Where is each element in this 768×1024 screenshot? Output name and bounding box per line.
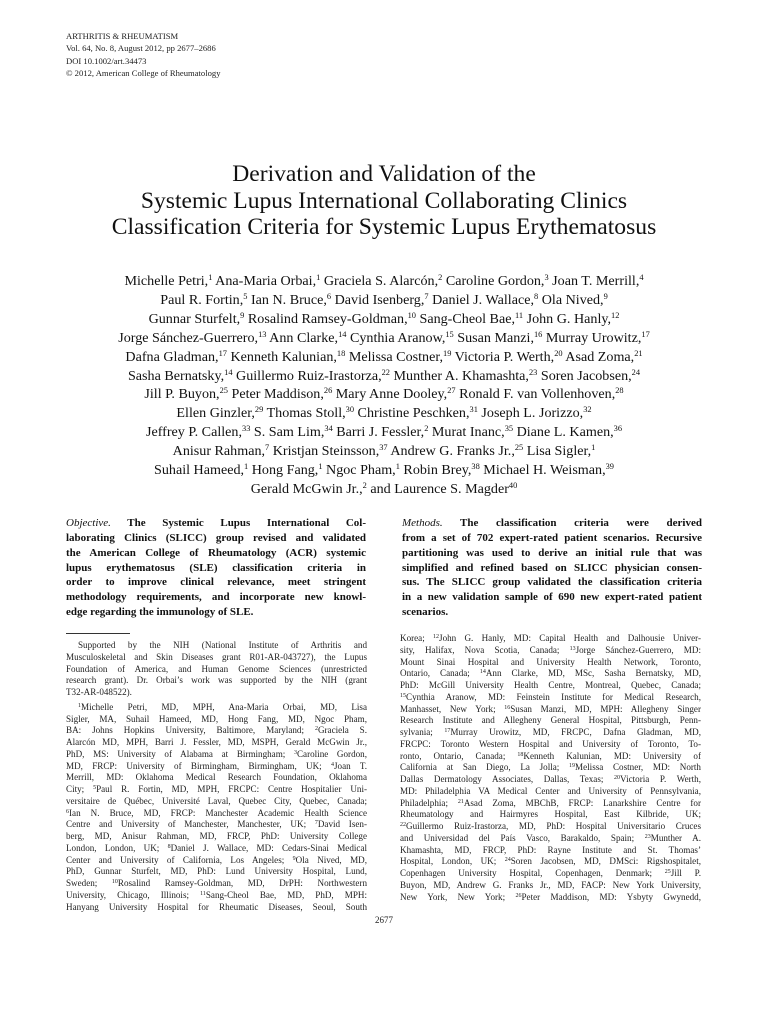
abstract-line: from a set of 702 expert-rated patient scenarios. Recursive (402, 531, 702, 544)
footnote-line: sity, Halifax, Nova Scotia, Canada; $^{13}$Jorge Sánchez-Guerrero, MD: (400, 644, 701, 655)
affiliation-marker: 30 (345, 405, 355, 415)
affiliation-marker: 19 (443, 348, 452, 358)
author-name: Gerald McGwin Jr., (250, 480, 363, 497)
author-name: Thomas Stoll, (263, 405, 346, 422)
footnote-marker: 10 (111, 879, 118, 885)
affiliation-marker: 1 (591, 443, 596, 453)
footnote-line: MD: Philadelphia VA Medical Center and University of Pennsylvania, (400, 785, 701, 796)
abstract-line: laborating Clinics (SLICC) group revised and validated (66, 531, 366, 544)
author-name: Barri J. Fessler, (332, 424, 425, 441)
affiliation-marker: 2 (362, 480, 367, 490)
author-line (0, 291, 768, 310)
footnote-line: Korea; $^{12}$John G. Hanly, MD: Capital Health and Dalhousie Univer- (400, 633, 701, 643)
journal-header (66, 30, 221, 80)
footnote-marker: 21 (457, 798, 464, 805)
abstract-line: The classification criteria were derived (442, 517, 702, 529)
journal-doi: DOI 10.1002/art.34473 (66, 55, 147, 66)
footnote-line: $^6$Ian N. Bruce, MD, FRCP: Manchester Academic Health Science (66, 807, 367, 818)
footnote-line: University, Chicago, Illinois; $^{11}$Sang-Cheol Bae, MD, PhD, MPH: (66, 889, 367, 900)
footnote-line: Dallas Dermatology Associates, Dallas, Texas; $^{20}$Victoria P. Werth, (400, 774, 701, 784)
abstract-line: edge regarding the immunology of SLE. (66, 606, 254, 619)
affiliation-marker: 1 (318, 462, 323, 472)
affiliation-marker: 25 (514, 443, 524, 453)
footnote-line: and Universidad del País Vasco, Barakaldo, Spain; $^{23}$Munther A. (400, 832, 701, 843)
affiliation-marker: 5 (243, 291, 248, 301)
affiliation-marker: 10 (407, 310, 416, 320)
footnote-line: Hospital, London, UK; $^{24}$Soren Jacobsen, MD, DMSci: Rigshospitalet, (400, 856, 701, 867)
author-name: Robin Brey, (399, 462, 472, 479)
abstract-line: order to improve clinical relevance, meet stringent (66, 576, 366, 589)
affiliation-marker: 17 (641, 329, 650, 339)
affiliation-marker: 1 (395, 462, 400, 472)
author-name: Sasha Bernatsky, (127, 367, 225, 384)
footnote-line: Copenhagen University Hospital, Copenhagen, Denmark; $^{25}$Jill P. (400, 868, 701, 878)
footnote-line: Sweden; $^{10}$Rosalind Ramsey-Goldman, MD, DrPH: Northwestern (66, 878, 367, 888)
affiliation-marker: 24 (631, 367, 641, 377)
footnote-line: Centre and University of Manchester, Manchester, UK; $^7$David Isen- (66, 819, 367, 830)
footnote-marker: 13 (569, 645, 576, 652)
author-line (0, 385, 768, 404)
affiliation-marker: 32 (583, 405, 592, 415)
affiliation-marker: 39 (605, 462, 614, 472)
affiliation-marker: 12 (611, 310, 620, 320)
affiliation-marker: 23 (528, 367, 538, 377)
author-name: Ronald F. van Vollenhoven, (455, 386, 616, 403)
footnote-marker: 12 (433, 634, 440, 640)
author-name: Graciela S. Alarcón, (320, 273, 439, 289)
affiliation-marker: 9 (240, 310, 245, 320)
author-name: Peter Maddison, (227, 386, 324, 403)
footnote-line: PhD, MS: University of Alabama at Birmingham; $^3$Caroline Gordon, (66, 748, 367, 759)
footnote-line: Foundation of America, and Human Genome Sciences (unrestricted (66, 663, 367, 674)
footnote-line: research grant). Dr. Orbai’s work was supported by the NIH (grant (66, 675, 367, 686)
footnote-marker: 20 (614, 775, 621, 781)
affiliation-marker: 13 (258, 329, 267, 339)
author-name: Ola Nived, (538, 291, 604, 308)
footnote-line: MD, FRCP: University of Birmingham, Birmingham, UK; $^4$Joan T. (66, 760, 367, 771)
title-line: Derivation and Validation of the (232, 161, 536, 187)
affiliation-marker: 14 (224, 367, 233, 377)
author-line (0, 310, 768, 329)
author-line (0, 348, 768, 367)
footnote-line: California at San Diego, La Jolla; $^{19}$Melissa Costner, MD: North (400, 762, 701, 773)
abstract-line: lupus erythematosus (SLE) classification criteria in (66, 561, 366, 574)
author-line (0, 367, 768, 386)
author-name: Asad Zoma, (562, 348, 635, 365)
author-line (0, 442, 768, 461)
objective-label: Objective. (66, 517, 111, 529)
footnote-line: Research Institute and Allegheny General Hospital, Pittsburgh, Penn- (400, 715, 701, 726)
footnote-line: Mount Sinai Hospital and University Health Network, Toronto, (400, 656, 701, 667)
abstract-line: partitioning was used to derive an initial rule that was (402, 546, 702, 559)
affiliation-marker: 28 (615, 386, 624, 396)
affiliation-marker: 35 (504, 424, 514, 434)
abstract-line: methodology requirements, and incorporate new knowl- (66, 591, 366, 604)
affiliation-marker: 37 (379, 443, 388, 453)
footnote-line: sylvania; $^{17}$Murray Urowitz, MD, FRCPC, Dafna Gladman, MD, (400, 727, 701, 737)
footnote-marker: 15 (400, 692, 406, 699)
affiliation-marker: 38 (471, 462, 480, 472)
affiliation-marker: 6 (326, 291, 332, 301)
author-name: Suhail Hameed, (154, 462, 245, 479)
footnote-marker: 24 (504, 857, 511, 864)
author-name: Ellen Ginzler, (176, 405, 255, 422)
author-line (0, 461, 768, 480)
author-name: Ngoc Pham, (322, 462, 396, 479)
author-name: Dafna Gladman, (125, 348, 219, 365)
affiliation-marker: 20 (554, 348, 563, 358)
title-line: Systemic Lupus International Collaborating Clinics (140, 187, 628, 214)
author-name: Joan T. Merrill, (548, 273, 640, 289)
author-name: Gunnar Sturfelt, (148, 310, 241, 327)
footnote-line: Ontario, Canada; $^{14}$Ann Clarke, MD, MSc, Sasha Bernatsky, MD, (400, 668, 701, 679)
author-name: Diane L. Kamen, (513, 424, 614, 441)
footnote-line: $^{15}$Cynthia Aranow, MD: Feinstein Institute for Medical Research, (400, 691, 701, 702)
footnote-line: berg, MD, Anisur Rahman, MD, FRCP, PhD: University College (66, 831, 367, 841)
footnote-marker: 23 (644, 833, 651, 840)
author-name: Paul R. Fortin, (160, 291, 244, 308)
footnote-line: New York, New York; $^{26}$Peter Maddison, MD: Ysbyty Gwynedd, (400, 891, 701, 902)
affiliation-marker: 3 (544, 273, 549, 282)
footnote-divider (66, 633, 130, 634)
footnote-marker: 14 (479, 669, 486, 676)
affiliation-marker: 4 (639, 273, 644, 282)
abstract-line: simplified and refined based on SLICC physician consen- (402, 561, 702, 574)
footnote-marker: 2 (314, 726, 318, 733)
affiliation-marker: 27 (447, 386, 456, 396)
author-name: Michelle Petri, (124, 273, 209, 289)
author-name: Joseph L. Jorizzo, (477, 405, 584, 422)
article-title (0, 161, 768, 241)
footnote-marker: 16 (504, 704, 511, 711)
footnotes-left-column (66, 640, 367, 913)
footnote-line: London, London, UK; $^8$Daniel J. Wallace, MD: Cedars-Sinai Medical (66, 842, 367, 853)
footnote-marker: 5 (93, 785, 97, 791)
footnote-line: Philadelphia; $^{21}$Asad Zoma, MBChB, FRCP: Lanarkshire Centre for (400, 797, 701, 808)
footnote-line: Alarcón MD, MPH, Barri J. Fessler, MD, MSPH, Gerald McGwin Jr., (66, 737, 367, 747)
author-line (0, 480, 768, 499)
author-line (0, 404, 768, 423)
footnote-marker: 19 (569, 763, 576, 770)
author-name: Kristjan Steinsson, (269, 443, 380, 460)
abstract-methods (402, 516, 702, 620)
author-name: Cynthia Aranow, (346, 329, 446, 346)
footnotes-right-column (400, 633, 701, 903)
footnote-line: Merrill, MD: Oklahoma Medical Research Foundation, Oklahoma (66, 772, 367, 783)
footnote-marker: 6 (66, 808, 69, 815)
affiliation-marker: 9 (603, 291, 608, 301)
footnote-line: $^{22}$Guillermo Ruiz-Irastorza, MD, PhD: Hospital Universitario Cruces (400, 821, 701, 831)
affiliation-marker: 18 (336, 348, 346, 358)
affiliation-marker: 26 (323, 386, 333, 396)
footnote-line: T32-AR-048522). (66, 687, 132, 697)
author-name: Christine Peschken, (354, 405, 470, 422)
footnote-marker: 3 (293, 749, 297, 756)
abstract-objective (66, 516, 366, 620)
author-name: Mary Anne Dooley, (332, 386, 448, 403)
author-line (0, 423, 768, 442)
author-line (0, 329, 768, 348)
author-list (0, 272, 768, 499)
footnote-line: City; $^5$Paul R. Fortin, MD, MPH, FRCPC: Centre Hospitalier Uni- (66, 784, 367, 794)
footnote-line: Center and University of California, Los Angeles; $^9$Ola Nived, MD, (66, 854, 367, 865)
author-name: David Isenberg, (331, 291, 425, 308)
footnote-marker: 22 (400, 822, 406, 828)
abstract-line: scenarios. (402, 606, 449, 619)
journal-name: ARTHRITIS & RHEUMATISM (66, 31, 179, 41)
methods-label: Methods. (402, 517, 443, 529)
footnote-marker: 18 (517, 751, 524, 758)
footnote-line: Musculoskeletal and Skin Diseases grant R01-AR-043727), the Lupus (66, 651, 367, 662)
author-name: and Laurence S. Magder (366, 480, 509, 497)
affiliation-marker: 29 (254, 405, 264, 415)
footnote-marker: 25 (664, 869, 671, 875)
affiliation-marker: 15 (445, 329, 454, 339)
footnote-marker: 26 (515, 892, 522, 899)
footnote-line: versitaire de Québec, Université Laval, Quebec City, Quebec, Canada; (66, 795, 367, 806)
author-name: Soren Jacobsen, (537, 367, 632, 384)
author-name: Murat Inanc, (428, 424, 505, 441)
affiliation-marker: 22 (381, 367, 390, 377)
affiliation-marker: 33 (242, 424, 251, 434)
author-name: S. Sam Lim, (250, 424, 325, 441)
author-name: Melissa Costner, (345, 348, 443, 365)
author-name: Andrew G. Franks Jr., (387, 443, 515, 460)
footnote-marker: 4 (331, 761, 335, 768)
footnote-line: Sigler, MA, Suhail Hameed, MD, Hong Fang, MD, Ngoc Pham, (66, 713, 367, 724)
author-name: Murray Urowitz, (542, 329, 642, 346)
author-name: Kenneth Kalunian, (226, 348, 337, 365)
affiliation-marker: 21 (634, 348, 643, 358)
journal-issue: Vol. 64, No. 8, August 2012, pp 2677–2686 (66, 43, 216, 54)
footnote-line: Supported by the NIH (National Institute of Arthritis and (78, 640, 367, 650)
affiliation-marker: 11 (515, 310, 524, 320)
footnote-line: Khamashta, MD, FRCP, PhD: Rayne Institute and St. Thomas’ (400, 844, 701, 855)
page-number: 2677 (375, 915, 393, 925)
affiliation-marker: 2 (438, 273, 443, 282)
abstract-line: the American College of Rheumatology (ACR) systemic (66, 546, 366, 559)
affiliation-marker: 17 (218, 348, 227, 358)
author-name: Daniel J. Wallace, (428, 291, 535, 308)
affiliation-marker: 7 (265, 443, 270, 453)
footnote-line: BA: Johns Hopkins University, Baltimore, Maryland; $^2$Graciela S. (66, 725, 367, 736)
author-name: Guillermo Ruiz-Irastorza, (232, 367, 382, 384)
footnote-line: PhD: McGill University Health Centre, Montreal, Quebec, Canada; (400, 680, 701, 690)
footnote-marker: 17 (444, 728, 451, 734)
affiliation-marker: 1 (208, 273, 213, 282)
author-name: Hong Fang, (248, 462, 319, 479)
abstract-line: sus. The SLICC group validated the classification criteria (402, 576, 702, 589)
affiliation-marker: 8 (534, 291, 539, 301)
author-name: Munther A. Khamashta, (389, 367, 529, 384)
affiliation-marker: 2 (424, 424, 429, 434)
footnote-marker: 9 (292, 855, 296, 862)
affiliation-marker: 25 (219, 386, 228, 396)
affiliation-marker: 36 (613, 424, 623, 434)
abstract-line: The Systemic Lupus International Col- (110, 517, 366, 529)
affiliation-marker: 31 (469, 405, 478, 415)
affiliation-marker: 1 (316, 273, 321, 282)
footnote-line: FRCPC: Toronto Western Hospital and University of Toronto, To- (400, 738, 701, 749)
footnote-line: Hanyang University Hospital for Rheumatic Diseases, Seoul, South (66, 901, 367, 912)
author-name: Ann Clarke, (266, 329, 339, 346)
title-line: Classification Criteria for Systemic Lupus Erythematosus (111, 214, 657, 240)
footnote-marker: 8 (167, 843, 171, 850)
author-name: Anisur Rahman, (172, 443, 266, 460)
author-name: Ana-Maria Orbai, (212, 273, 317, 289)
author-name: Sang-Cheol Bae, (415, 310, 515, 327)
author-name: Rosalind Ramsey-Goldman, (244, 310, 408, 327)
footnote-marker: 1 (78, 702, 81, 709)
footnote-line: ronto, Ontario, Canada; $^{18}$Kenneth Kalunian, MD: University of (400, 750, 701, 761)
abstract-line: in a new validation sample of 690 new expert-rated patient (402, 591, 702, 604)
affiliation-marker: 16 (533, 329, 543, 339)
affiliation-marker: 40 (508, 480, 518, 490)
author-name: Susan Manzi, (453, 329, 534, 346)
author-line (0, 272, 768, 291)
footnote-line: Manhasset, New York; $^{16}$Susan Manzi, MD, MPH: Allegheny Singer (400, 703, 701, 714)
footnote-line: PhD, Gunnar Sturfelt, MD, PhD: Lund University Hospital, Lund, (66, 866, 367, 877)
author-name: Jill P. Buyon, (144, 386, 220, 403)
author-name: Jorge Sánchez-Guerrero, (118, 329, 259, 346)
footnote-marker: 11 (200, 890, 206, 897)
footnote-line: $^1$Michelle Petri, MD, MPH, Ana-Maria Orbai, MD, Lisa (78, 701, 367, 712)
affiliation-marker: 1 (244, 462, 249, 472)
author-name: Jeffrey P. Callen, (145, 424, 242, 441)
author-name: Ian N. Bruce, (247, 291, 327, 308)
affiliation-marker: 34 (324, 424, 333, 434)
footnote-marker: 7 (314, 820, 318, 827)
author-name: John G. Hanly, (523, 310, 612, 327)
author-name: Caroline Gordon, (442, 273, 545, 289)
author-name: Victoria P. Werth, (451, 348, 555, 365)
footnote-line: Rheumatology and Hairmyres Hospital, East Kilbride, UK; (400, 809, 701, 820)
author-name: Lisa Sigler, (523, 443, 592, 460)
footnote-line: Buyon, MD, Andrew G. Franks Jr., MD, FACP: New York University, (400, 879, 701, 890)
affiliation-marker: 14 (338, 329, 347, 339)
author-name: Michael H. Weisman, (479, 462, 606, 479)
journal-copyright: © 2012, American College of Rheumatology (66, 68, 221, 79)
affiliation-marker: 7 (424, 291, 429, 301)
